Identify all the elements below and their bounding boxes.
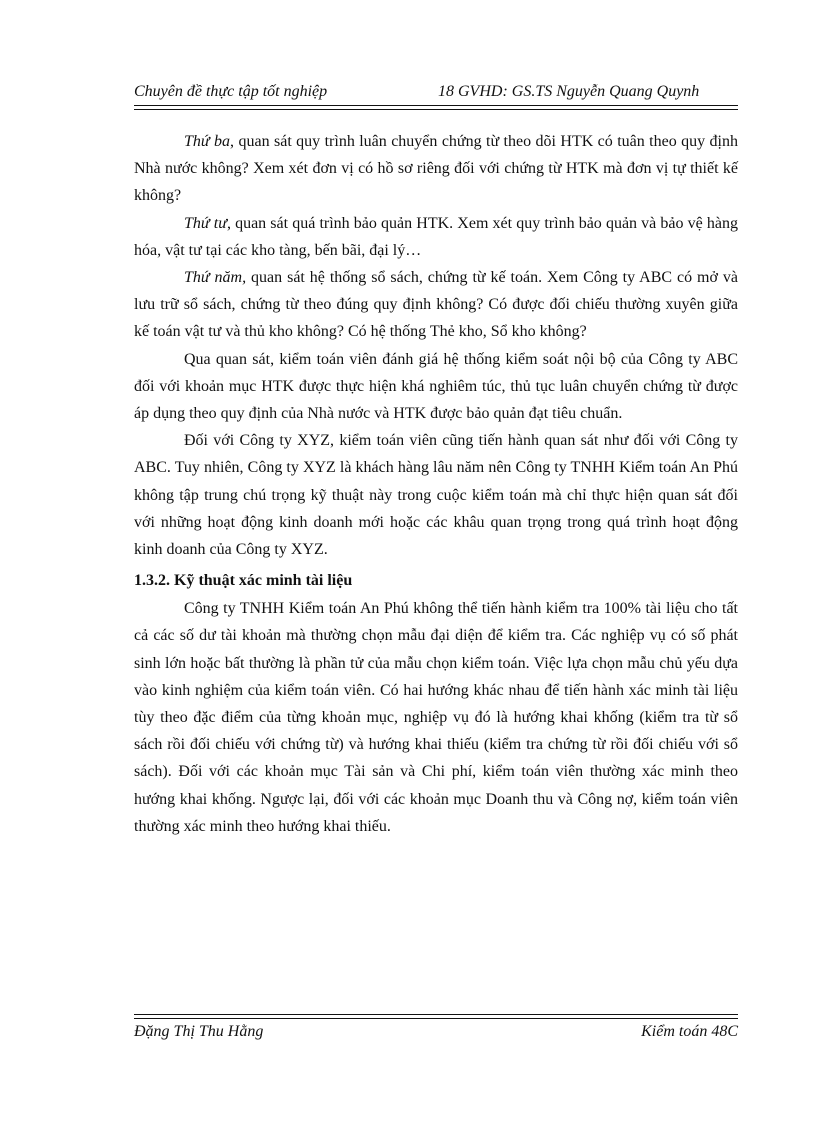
paragraph-lead-thu-nam: Thứ năm, — [184, 269, 247, 287]
paragraph-abc-conclusion: Qua quan sát, kiểm toán viên đánh giá hệ thống kiểm soát nội bộ của Công ty ABC đối với khoản mục HTK được thực hiện khá nghiêm túc, thủ tục luân chuyển chứng từ được áp dụng theo quy định của Nhà nước và HTK được bảo quản đạt tiêu chuẩn. — [134, 350, 738, 423]
paragraph-document-verification: Công ty TNHH Kiểm toán An Phú không thể tiến hành kiểm tra 100% tài liệu cho tất cả các số dư tài khoản mà thường chọn mẫu đại diện để kiểm tra. Các nghiệp vụ có số phát sinh lớn hoặc bất thường là phần tử của mẫu chọn kiểm toán. Việc lựa chọn mẫu chủ yếu dựa vào kinh nghiệm của kiểm toán viên. Có hai hướng khác nhau để tiến hành xác minh tài liệu tùy theo đặc điểm của từng khoản mục, nghiệp vụ đó là hướng khai khống (kiểm tra từ sổ sách rồi đối chiếu với chứng từ) và hướng khai thiếu (kiểm tra chứng từ rồi đối chiếu với sổ sách). Đối với các khoản mục Tài sản và Chi phí, kiểm toán viên thường xác minh theo hướng khai khống. Ngược lại, đối với các khoản mục Doanh thu và Công nợ, kiểm toán viên thường xác minh theo hướng khai thiếu. — [134, 600, 738, 835]
header-divider — [134, 105, 738, 110]
header-document-title: Chuyên đề thực tập tốt nghiệp — [134, 83, 328, 100]
header-page-and-supervisor: 18 GVHD: GS.TS Nguyễn Quang Quynh — [438, 83, 700, 100]
page-body — [134, 128, 738, 840]
paragraph-xyz: Đối với Công ty XYZ, kiểm toán viên cũng tiến hành quan sát như đối với Công ty ABC. Tuy nhiên, Công ty XYZ là khách hàng lâu năm nên Công ty TNHH Kiểm toán An Phú không tập trung chú trọng kỹ thuật này trong cuộc kiểm toán mà chỉ thực hiện quan sát đối với những hoạt động kinh doanh mới hoặc các khâu quan trọng trong quá trình hoạt động kinh doanh của Công ty XYZ. — [134, 432, 738, 559]
footer-author: Đặng Thị Thu Hằng — [134, 1023, 264, 1040]
page-footer — [134, 1022, 738, 1042]
footer-divider — [134, 1014, 738, 1019]
paragraph-lead-thu-ba: Thứ ba — [184, 133, 231, 150]
paragraph-lead-thu-tu: Thứ tư — [184, 214, 227, 232]
paragraph-text: quan sát hệ thống sổ sách, chứng từ kế toán. Xem Công ty ABC có mở và lưu trữ sổ sách, chứng từ theo đúng quy định không? Có được đối chiếu thường xuyên giữa kế toán vật tư và thủ kho không? Có hệ thống Thẻ kho, Sổ kho không? — [134, 269, 738, 341]
paragraph-thu-nam — [134, 264, 738, 346]
paragraph-text: , quan sát quá trình bảo quản HTK. Xem xét quy trình bảo quản và bảo vệ hàng hóa, vật tư tại các kho tàng, bến bãi, đại lý… — [134, 214, 738, 259]
section-heading: 1.3.2. Kỹ thuật xác minh tài liệu — [134, 572, 353, 590]
footer-class: Kiểm toán 48C — [641, 1023, 738, 1040]
paragraph-text: , quan sát quy trình luân chuyển chứng từ theo dõi HTK có tuân theo quy định Nhà nước không? Xem xét đơn vị có hồ sơ riêng đối với chứng từ HTK mà đơn vị tự thiết kế không? — [134, 133, 739, 205]
paragraph-thu-ba — [134, 128, 738, 210]
paragraph-thu-tu — [134, 210, 738, 264]
